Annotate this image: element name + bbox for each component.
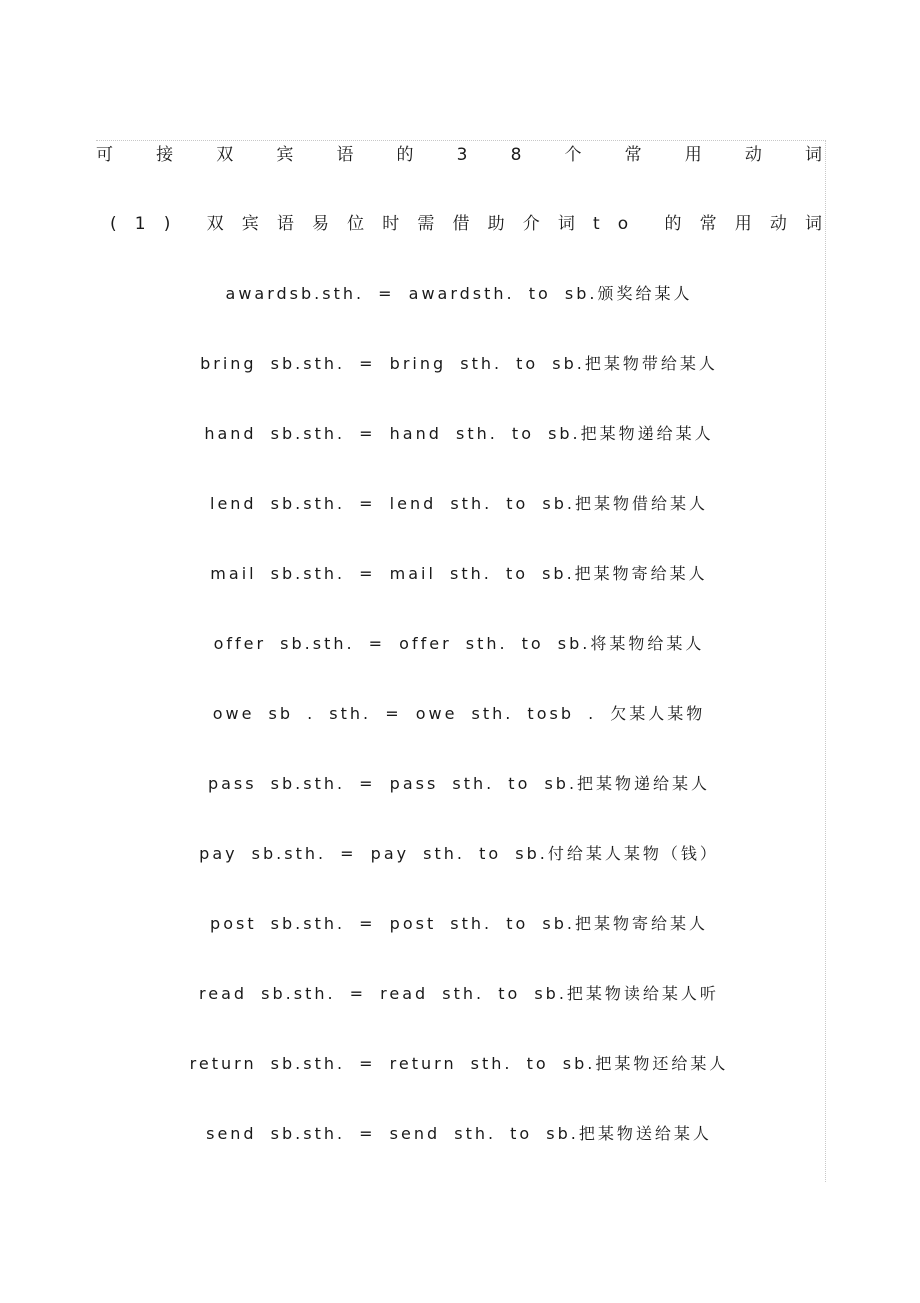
- verb-entry-lend: lend sb.sth. = lend sth. to sb.把某物借给某人: [210, 494, 708, 513]
- verb-entry-send: send sb.sth. = send sth. to sb.把某物送给某人: [206, 1124, 712, 1143]
- title-char: 动: [744, 145, 762, 165]
- heading-char: 借: [452, 214, 470, 234]
- heading-char: 常: [699, 214, 717, 234]
- title-char: 词: [804, 145, 822, 165]
- heading-char: 易: [311, 214, 329, 234]
- verb-entry-award: awardsb.sth. = awardsth. to sb.颁奖给某人: [225, 284, 693, 303]
- title-char: 用: [684, 145, 702, 165]
- title-char: 个: [564, 145, 582, 165]
- heading-char: 用: [734, 214, 752, 234]
- verb-entry-return: return sb.sth. = return sth. to sb.把某物还给某人: [189, 1054, 729, 1073]
- heading-char: ): [163, 214, 171, 234]
- heading-char: 时: [382, 214, 400, 234]
- verb-entry-bring: bring sb.sth. = bring sth. to sb.把某物带给某人: [200, 354, 718, 373]
- verb-entry-pass: pass sb.sth. = pass sth. to sb.把某物递给某人: [207, 774, 711, 793]
- heading-char: 的: [664, 214, 682, 234]
- page-frame-right-border: [825, 140, 826, 1182]
- section-heading: [110, 212, 822, 236]
- heading-char: 1: [134, 214, 146, 234]
- document-title: [96, 143, 822, 167]
- title-char: 常: [624, 145, 642, 165]
- heading-char: 位: [347, 214, 365, 234]
- heading-char: 介: [522, 214, 540, 234]
- heading-char: 动: [769, 214, 787, 234]
- heading-char: 双: [206, 214, 224, 234]
- title-char: 接: [156, 145, 174, 165]
- heading-char: 需: [417, 214, 435, 234]
- heading-char: 词: [557, 214, 575, 234]
- verb-entry-offer: offer sb.sth. = offer sth. to sb.将某物给某人: [213, 634, 705, 653]
- title-char: 宾: [276, 145, 294, 165]
- verb-entry-hand: hand sb.sth. = hand sth. to sb.把某物递给某人: [204, 424, 714, 443]
- heading-char: (: [110, 214, 117, 234]
- verb-entry-owe: owe sb . sth. = owe sth. tosb . 欠某人某物: [212, 704, 706, 723]
- title-char: 8: [510, 145, 522, 165]
- page-frame-top-border: [96, 140, 826, 141]
- title-char: 3: [456, 145, 468, 165]
- heading-char: o: [617, 214, 629, 234]
- verb-entry-pay: pay sb.sth. = pay sth. to sb.付给某人某物（钱）: [199, 844, 719, 863]
- heading-char: 宾: [241, 214, 259, 234]
- title-char: 可: [96, 145, 113, 165]
- heading-char: 助: [487, 214, 505, 234]
- heading-char: 语: [276, 214, 294, 234]
- heading-char: 词: [804, 214, 822, 234]
- heading-char: t: [592, 214, 600, 234]
- title-char: 的: [396, 145, 414, 165]
- verb-entry-mail: mail sb.sth. = mail sth. to sb.把某物寄给某人: [210, 564, 708, 583]
- verb-entry-post: post sb.sth. = post sth. to sb.把某物寄给某人: [210, 914, 708, 933]
- title-char: 语: [336, 145, 354, 165]
- title-char: 双: [216, 145, 234, 165]
- verb-entry-read: read sb.sth. = read sth. to sb.把某物读给某人听: [199, 984, 719, 1003]
